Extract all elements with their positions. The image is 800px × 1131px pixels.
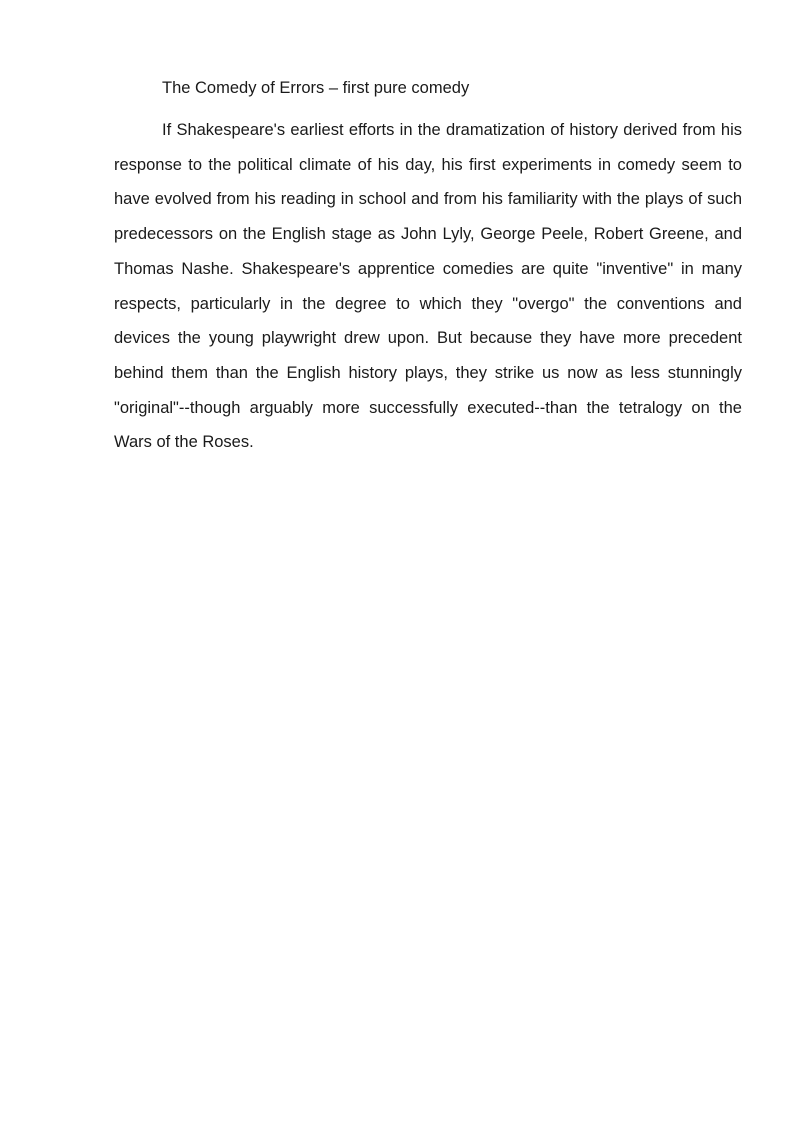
body-paragraph: If Shakespeare's earliest efforts in the dramatization of history derived from his response to the political climate of his day, his first experiments in comedy seem to have evolved from his reading in school and from his familiarity with the plays of such predecessors on the English stage as John Lyly, George Peele, Robert Greene, and Thomas Nashe. Shakespeare's apprentice comedies are quite "inventive" in many respects, particularly in the degree to which they "overgo" the conventions and devices the young playwright drew upon. But because they have more precedent behind them than the English history plays, they strike us now as less stunningly "original"--though arguably more successfully executed--than the tetralogy on the Wars of the Roses. (114, 121, 742, 452)
document-body (114, 75, 742, 460)
section-heading: The Comedy of Errors – first pure comedy (162, 79, 470, 97)
